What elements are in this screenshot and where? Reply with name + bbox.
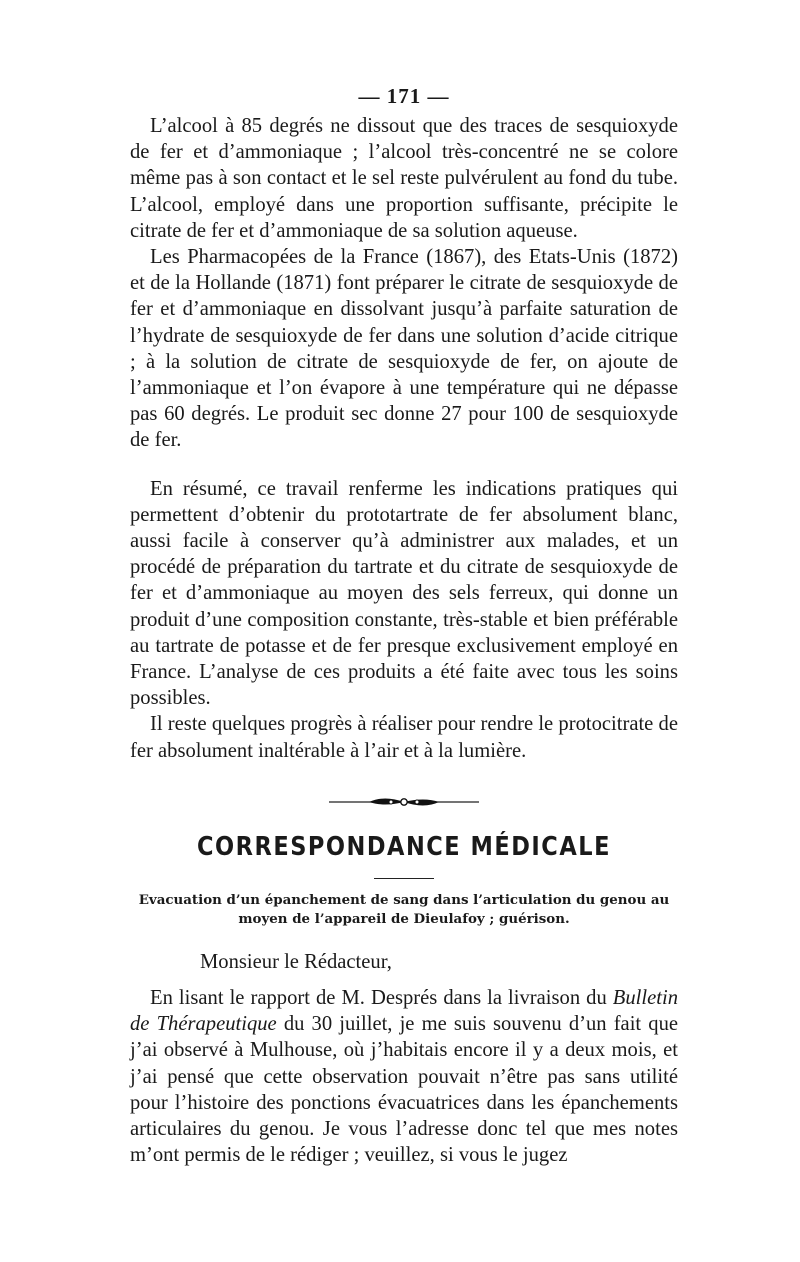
- paragraph-progres: Il reste quelques progrès à réaliser pour rendre le protocitrate de fer absolument inaltérable à l’air et à la lumière.: [130, 713, 678, 762]
- paragraph-pharmacopees: Les Pharmacopées de la France (1867), des Etats-Unis (1872) et de la Hollande (1871) font préparer le citrate de sesquioxyde de fer et d’ammoniaque en dissolvant jusqu’à parfaite saturation de l’hydrate de sesquioxyde de fer dans une solution d’acide citrique ; à la solution de citrate de sesquioxyde de fer, on ajoute de l’ammoniaque et l’on évapore à une température qui ne dépasse pas 60 degrés. Le produit sec donne 27 pour 100 de sesquioxyde de fer.: [130, 246, 678, 452]
- letter-paragraph: [130, 985, 678, 1168]
- section-subtitle: Evacuation d’un épanchement de sang dans l’articulation du genou au moyen de l’appareil de Dieulafoy ; guérison.: [138, 891, 670, 927]
- letter-intro: En lisant le rapport de M. Després dans la livraison du: [150, 987, 613, 1010]
- paragraph-gap: [130, 454, 678, 476]
- journal-title: Bulletin de Thérapeutique: [130, 987, 678, 1036]
- letter-body: du 30 juillet, je me suis souvenu d’un fait que j’ai observé à Mulhouse, où j’habitais encore il y a deux mois, et j’ai pensé que cette observation pouvait n’être pas sans utilité pour l’histoire des ponctions évacuatrices dans les épanchements articulaires du genou. Je vous l’adresse donc tel que mes notes m’ont permis de le rédiger ; veuillez, si vous le jugez: [130, 1013, 679, 1167]
- paragraph-resume: En résumé, ce travail renferme les indications pratiques qui permettent d’obtenir du prototartrate de fer absolument blanc, aussi facile à conserver qu’à administrer aux malades, et un procédé de préparation du tartrate et du citrate de sesquioxyde de fer et d’ammoniaque au moyen des sels ferreux, qui donne un produit d’une composition constante, très-stable et bien préférable au tartrate de potasse et de fer presque exclusivement employé en France. L’analyse de ces produits a été faite avec tous les soins possibles.: [130, 477, 678, 710]
- salutation: Monsieur le Rédacteur,: [200, 950, 392, 973]
- ornament-divider-icon: [329, 794, 479, 810]
- page-number: — 171 —: [358, 84, 450, 108]
- page: [130, 84, 678, 1169]
- paragraph-alcool: L’alcool à 85 degrés ne dissout que des traces de sesquioxyde de fer et d’ammoniaque ; l’alcool très-concentré ne se colore même pas à son contact et le sel reste pulvérulent au fond du tube. L’alcool, employé dans une proportion suffisante, précipite le citrate de fer et d’ammoniaque de sa solution aqueuse.: [130, 115, 678, 242]
- ornament-divider: [329, 794, 479, 810]
- title-rule: [374, 878, 434, 879]
- section-title: CORRESPONDANCE MÉDICALE: [197, 831, 611, 862]
